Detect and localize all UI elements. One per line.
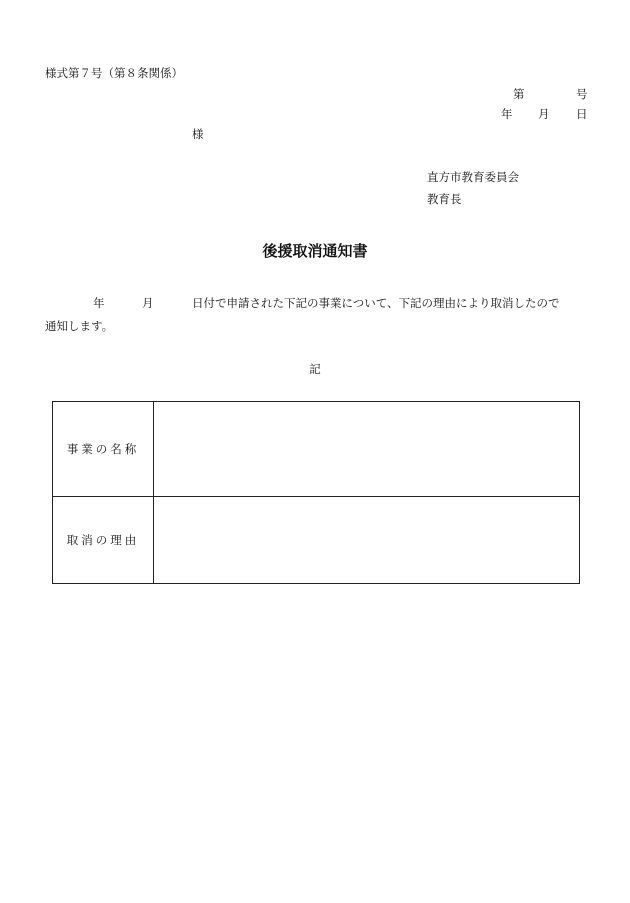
date-year-label: 年 bbox=[501, 107, 513, 121]
issue-number-suffix: 号 bbox=[576, 87, 588, 101]
form-number: 様式第７号（第８条関係） bbox=[45, 66, 183, 80]
date-month-label: 月 bbox=[538, 107, 550, 121]
recipient-honorific: 様 bbox=[192, 127, 204, 141]
body-year-label: 年 bbox=[93, 296, 105, 310]
cancel-reason-label: 取消の理由 bbox=[53, 497, 154, 584]
body-text-line-1: 日付で申請された下記の事業について、下記の理由により取消したので bbox=[192, 296, 560, 310]
body-text-line-2: 通知します。 bbox=[45, 319, 114, 333]
table-row-cancel-reason bbox=[53, 497, 580, 584]
date-day-label: 日 bbox=[576, 107, 588, 121]
ki-heading: 記 bbox=[309, 362, 321, 376]
event-name-label: 事業の名称 bbox=[53, 402, 154, 497]
issue-number-prefix: 第 bbox=[513, 87, 525, 101]
sender-title: 教育長 bbox=[427, 192, 462, 206]
detail-table bbox=[52, 401, 580, 584]
sender-organization: 直方市教育委員会 bbox=[427, 170, 519, 184]
cancel-reason-value[interactable] bbox=[154, 497, 580, 584]
body-month-label: 月 bbox=[142, 296, 154, 310]
table-row-event-name bbox=[53, 402, 580, 497]
event-name-value[interactable] bbox=[154, 402, 580, 497]
document-title: 後援取消通知書 bbox=[262, 242, 368, 260]
